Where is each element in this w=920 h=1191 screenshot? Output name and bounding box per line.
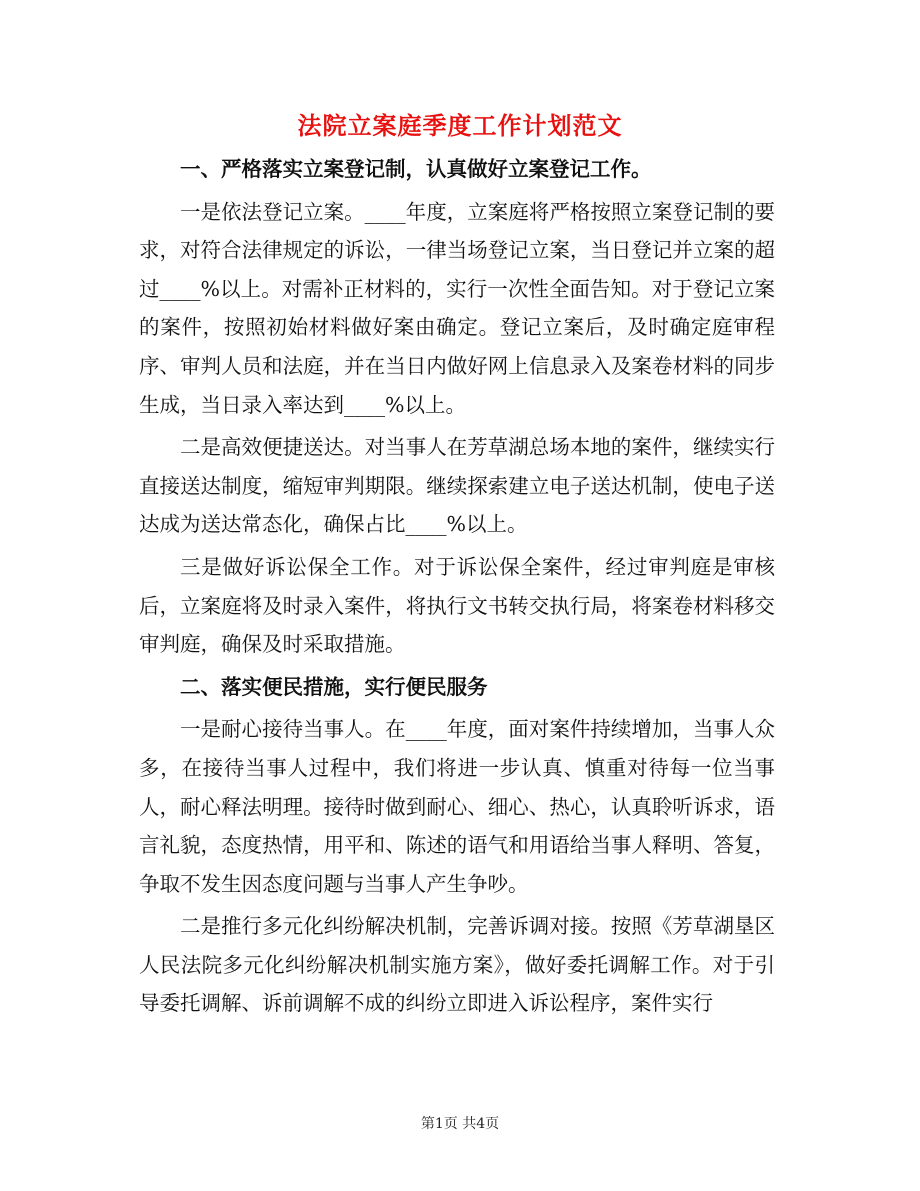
page-number-footer: 第1页 共4页 [420,1116,500,1132]
section-heading-2: 二、落实便民措施，实行便民服务 [180,674,488,699]
paragraph-reception: 一是耐心接待当事人。在____年度，面对案件持续增加，当事人众多，在接待当事人过程中，我们将进一步认真、慎重对待每一位当事人，耐心释法明理。接待时做到耐心、细心、热心，认真聆听诉求，语言礼貌，态度热情，用平和、陈述的语气和用语给当事人释明、答复，争取不发生因态度问题与当事人产生争吵。 [139,717,775,896]
document-title: 法院立案庭季度工作计划范文 [297,111,623,140]
paragraph-mediation: 二是推行多元化纠纷解决机制，完善诉调对接。按照《芳草湖垦区人民法院多元化纠纷解决机制实施方案》，做好委托调解工作。对于引导委托调解、诉前调解不成的纠纷立即进入诉讼程序，案件实行 [139,914,775,1016]
paragraph-registration: 一是依法登记立案。____年度，立案庭将严格按照立案登记制的要求，对符合法律规定的诉讼，一律当场登记立案，当日登记并立案的超过____%以上。对需补正材料的，实行一次性全面告知。对于登记立案的案件，按照初始材料做好案由确定。登记立案后，及时确定庭审程序、审判人员和法庭，并在当日内做好网上信息录入及案卷材料的同步生成，当日录入率达到____%以上。 [139,199,775,417]
document-body [139,150,775,1027]
paragraph-service-delivery: 二是高效便捷送达。对当事人在芳草湖总场本地的案件，继续实行直接送达制度，缩短审判期限。继续探索建立电子送达机制，使电子送达成为送达常态化，确保占比____%以上。 [139,435,775,537]
section-heading-1: 一、严格落实立案登记制，认真做好立案登记工作。 [180,157,652,181]
paragraph-preservation: 三是做好诉讼保全工作。对于诉讼保全案件，经过审判庭是审核后，立案庭将及时录入案件，将执行文书转交执行局，将案卷材料移交审判庭，确保及时采取措施。 [139,554,775,657]
